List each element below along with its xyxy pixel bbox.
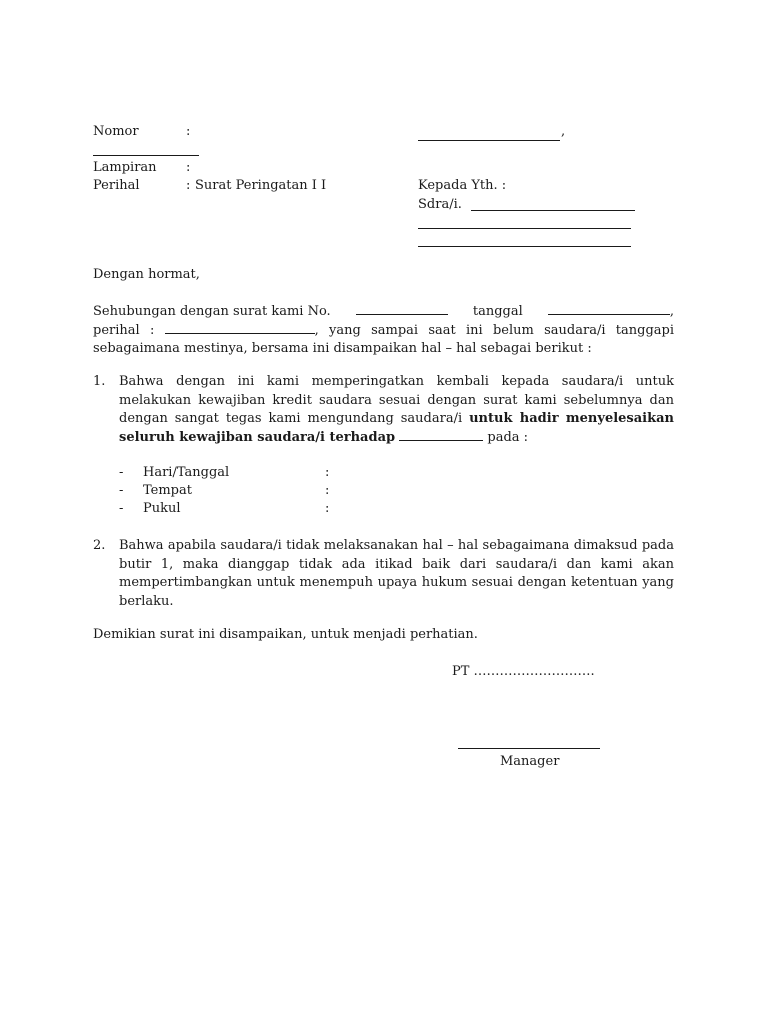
lampiran-label: Lampiran bbox=[93, 160, 157, 175]
intro-line-1 bbox=[93, 303, 674, 322]
intro-paragraph bbox=[93, 303, 674, 359]
schedule-colon-3: : bbox=[325, 501, 330, 516]
point-1-body: Bahwa dengan ini kami memperingatkan kembali kepada saudara/i untuk melakukan kewajiban kredit saudara sesuai dengan surat kami sebelumnya dan dengan sangat tegas kami mengundang saudara/i bbox=[119, 374, 674, 426]
closing-sentence: Demikian surat ini disampaikan, untuk menjadi perhatian. bbox=[93, 627, 478, 642]
greeting: Dengan hormat, bbox=[93, 267, 200, 282]
intro-text-5: , yang sampai saat ini belum saudara/i tanggapi sebagaimana mestinya, bersama ini disampaikan hal – hal sebagai berikut : bbox=[93, 322, 674, 356]
point-1-tail: pada : bbox=[487, 429, 529, 445]
schedule-colon-2: : bbox=[325, 483, 330, 498]
point-2-text: Bahwa apabila saudara/i tidak melaksanakan hal – hal sebagaimana dimaksud pada butir 1, maka dianggap tidak ada itikad baik dari saudara/i dan kami akan mempertimbangkan untuk menempuh upaya hukum sesuai dengan ketentuan yang berlaku. bbox=[119, 538, 674, 609]
recipient-heading: Kepada Yth. : bbox=[418, 178, 507, 193]
point-1-text bbox=[119, 373, 674, 447]
intro-text-2: tanggal bbox=[472, 304, 523, 319]
recipient-name-line bbox=[471, 210, 635, 211]
signature-line bbox=[458, 748, 600, 749]
letter-number-blank bbox=[356, 303, 448, 315]
schedule-colon-1: : bbox=[325, 465, 330, 480]
point-2-number: 2. bbox=[93, 538, 106, 553]
perihal-label: Perihal bbox=[93, 178, 140, 193]
intro-text-3: , bbox=[669, 304, 674, 319]
recipient-address-line-1 bbox=[418, 228, 631, 229]
schedule-dash-2: - bbox=[119, 483, 124, 498]
intro-line-2 bbox=[93, 322, 674, 359]
point-1-blank bbox=[399, 429, 483, 441]
point-1-number: 1. bbox=[93, 374, 106, 389]
schedule-label-date: Hari/Tanggal bbox=[143, 465, 230, 480]
schedule-label-time: Pukul bbox=[143, 501, 181, 516]
schedule-dash-1: - bbox=[119, 465, 124, 480]
company-name: PT ………………………. bbox=[452, 664, 595, 679]
date-blank-line bbox=[418, 140, 560, 141]
letter-date-blank bbox=[548, 303, 670, 315]
schedule-label-place: Tempat bbox=[143, 483, 192, 498]
subject-blank bbox=[165, 322, 315, 334]
signatory-title: Manager bbox=[500, 754, 560, 769]
perihal-value: Surat Peringatan I I bbox=[195, 178, 327, 193]
perihal-colon: : bbox=[186, 178, 191, 193]
schedule-dash-3: - bbox=[119, 501, 124, 516]
nomor-colon: : bbox=[186, 124, 191, 139]
nomor-blank-line bbox=[93, 155, 199, 156]
intro-text-4: perihal : bbox=[93, 322, 155, 338]
recipient-name-label: Sdra/i. bbox=[418, 197, 462, 212]
date-comma: , bbox=[561, 124, 566, 139]
lampiran-colon: : bbox=[186, 160, 191, 175]
nomor-label: Nomor bbox=[93, 124, 139, 139]
point-1-bold: untuk hadir menyelesaikan seluruh kewajiban saudara/i terhadap bbox=[119, 411, 674, 445]
intro-text-1: Sehubungan dengan surat kami No. bbox=[93, 304, 331, 319]
recipient-address-line-2 bbox=[418, 246, 631, 247]
